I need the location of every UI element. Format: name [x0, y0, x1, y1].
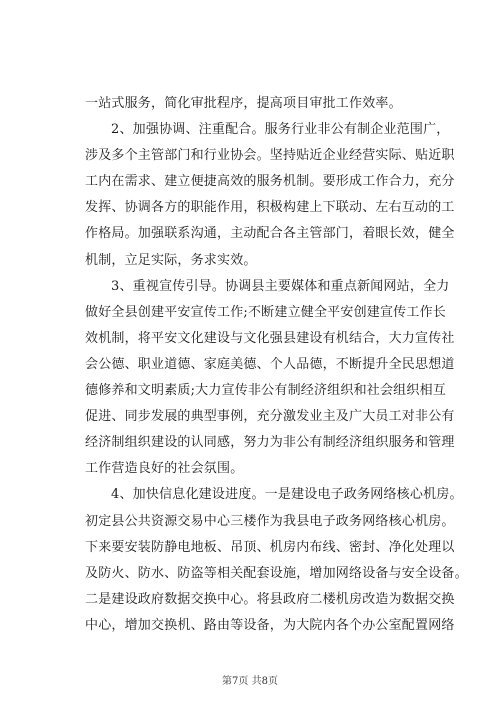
text-line: 及防火、防水、防盗等相关配套设施，增加网络设备与安全设备。	[85, 565, 468, 581]
text-line: 会公德、职业道德、家庭美德、个人品德，不断提升全民思想道	[85, 356, 455, 372]
text-line: 德修养和文明素质;大力宣传非公有制经济组织和社会组织相互	[85, 383, 446, 399]
text-line: 机制，立足实际，务求实效。	[85, 252, 257, 268]
text-line: 中心，增加交换机、路由等设备，为大院内各个办公室配置网络	[85, 617, 455, 633]
text-line: 下来要安装防静电地板、吊顶、机房内布线、密封、净化处理以	[85, 539, 455, 555]
text-line: 4、加快信息化建设进度。一是建设电子政务网络核心机房。	[111, 487, 463, 503]
text-line: 3、重视宣传引导。协调县主要媒体和重点新闻网站，全力	[111, 278, 450, 294]
text-line: 初定县公共资源交易中心三楼作为我县电子政务网络核心机房。	[85, 513, 455, 529]
text-line: 促进、同步发展的典型事例，充分激发业主及广大员工对非公有	[85, 409, 455, 425]
text-line: 发挥、协调各方的职能作用，积极构建上下联动、左右互动的工	[85, 200, 455, 216]
text-line: 涉及多个主管部门和行业协会。坚持贴近企业经营实际、贴近职	[85, 148, 455, 164]
text-line: 2、加强协调、注重配合。服务行业非公有制企业范围广，	[111, 122, 450, 138]
text-line: 二是建设政府数据交换中心。将县政府二楼机房改造为数据交换	[85, 591, 455, 607]
text-line: 一站式服务，简化审批程序，提高项目审批工作效率。	[85, 96, 402, 111]
text-line: 经济制组织建设的认同感，努力为非公有制经济组织服务和管理	[85, 435, 455, 451]
page-footer: 第7页 共8页	[222, 676, 278, 687]
text-line: 作格局。加强联系沟通，主动配合各主管部门，着眼长效，健全	[85, 226, 455, 242]
body-text	[85, 91, 468, 639]
text-line: 工作营造良好的社会氛围。	[85, 461, 244, 477]
text-line: 工内在需求、建立便捷高效的服务机制。要形成工作合力，充分	[85, 174, 455, 190]
text-line: 做好全县创建平安宣传工作;不断建立健全平安创建宣传工作长	[85, 304, 446, 320]
text-line: 效机制，将平安文化建设与文化强县建设有机结合，大力宣传社	[85, 330, 455, 346]
